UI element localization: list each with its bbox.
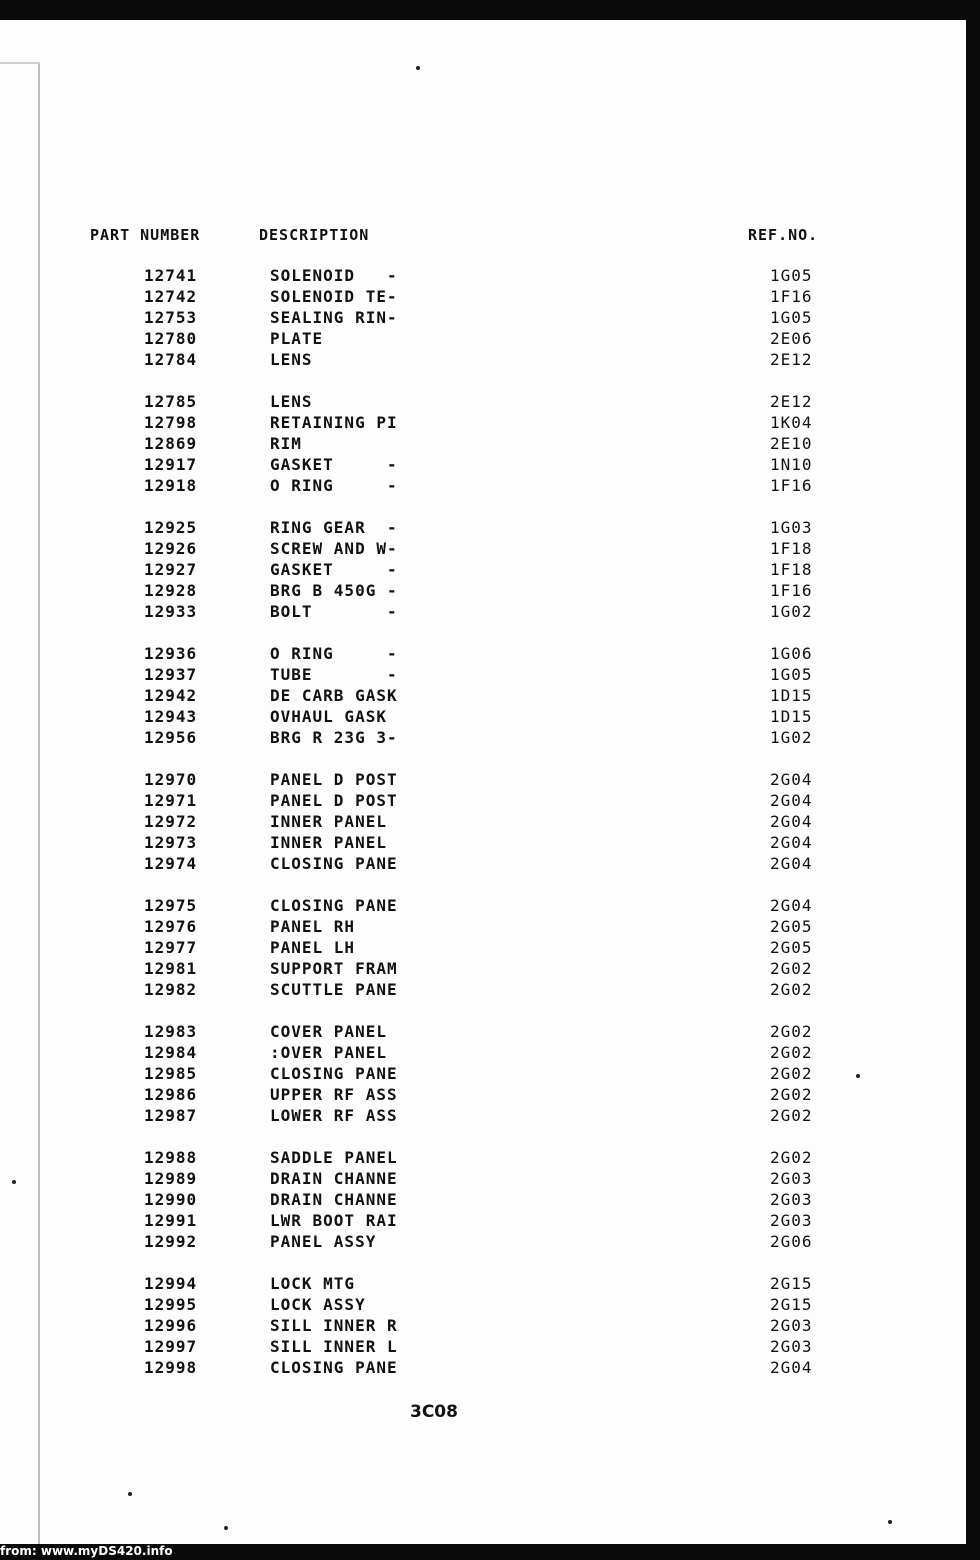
part-number-cell: 12917 [144, 455, 198, 474]
ref-no-cell: 1D15 [770, 686, 813, 705]
description-cell: SEALING RIN- [270, 308, 398, 327]
description-cell: GASKET - [270, 560, 398, 579]
ref-no-cell: 1G02 [770, 602, 813, 621]
description-cell: PLATE [270, 329, 324, 348]
description-cell: SCUTTLE PANE [270, 980, 398, 999]
part-number-cell: 12975 [144, 896, 198, 915]
table-row [0, 938, 966, 959]
table-row [0, 1085, 966, 1106]
margin-tab [0, 62, 40, 64]
description-cell: GASKET - [270, 455, 398, 474]
part-number-cell: 12985 [144, 1064, 198, 1083]
ref-no-cell: 2G03 [770, 1316, 813, 1335]
description-cell: SOLENOID TE- [270, 287, 398, 306]
part-number-cell: 12936 [144, 644, 198, 663]
table-row [0, 539, 966, 560]
description-cell: TUBE - [270, 665, 398, 684]
scan-border-right [966, 0, 980, 1560]
part-number-cell: 12798 [144, 413, 198, 432]
table-row [0, 1043, 966, 1064]
table-row [0, 1274, 966, 1295]
table-row [0, 644, 966, 665]
ref-no-cell: 2G04 [770, 1358, 813, 1377]
ref-no-cell: 1G05 [770, 665, 813, 684]
ref-no-cell: 2G03 [770, 1190, 813, 1209]
table-row [0, 1106, 966, 1127]
table-row [0, 686, 966, 707]
ref-no-cell: 2G02 [770, 980, 813, 999]
ref-no-cell: 2G15 [770, 1295, 813, 1314]
description-cell: COVER PANEL [270, 1022, 387, 1041]
table-row [0, 392, 966, 413]
part-number-cell: 12998 [144, 1358, 198, 1377]
description-cell: BOLT - [270, 602, 398, 621]
description-cell: OVHAUL GASK [270, 707, 387, 726]
part-number-cell: 12780 [144, 329, 198, 348]
parts-group [0, 896, 966, 1001]
ref-no-cell: 1N10 [770, 455, 813, 474]
table-row [0, 1295, 966, 1316]
table-row [0, 1358, 966, 1379]
part-number-cell: 12933 [144, 602, 198, 621]
parts-group [0, 770, 966, 875]
part-number-cell: 12973 [144, 833, 198, 852]
part-number-cell: 12785 [144, 392, 198, 411]
part-number-cell: 12942 [144, 686, 198, 705]
part-number-cell: 12983 [144, 1022, 198, 1041]
description-cell: LOWER RF ASS [270, 1106, 398, 1125]
description-cell: BRG R 23G 3- [270, 728, 398, 747]
ref-no-cell: 2G02 [770, 1043, 813, 1062]
part-number-cell: 12937 [144, 665, 198, 684]
part-number-cell: 12994 [144, 1274, 198, 1293]
ref-no-cell: 2G02 [770, 1106, 813, 1125]
description-cell: CLOSING PANE [270, 1358, 398, 1377]
table-row [0, 812, 966, 833]
part-number-cell: 12928 [144, 581, 198, 600]
description-cell: CLOSING PANE [270, 854, 398, 873]
source-watermark: from: www.myDS420.info [0, 1544, 173, 1558]
ref-no-cell: 1F16 [770, 581, 813, 600]
description-cell: PANEL D POST [270, 770, 398, 789]
description-cell: PANEL LH [270, 938, 356, 957]
table-row [0, 1232, 966, 1253]
table-row [0, 1190, 966, 1211]
ref-no-cell: 2G15 [770, 1274, 813, 1293]
description-cell: INNER PANEL [270, 812, 387, 831]
part-number-cell: 12918 [144, 476, 198, 495]
scan-speck [856, 1074, 860, 1078]
part-number-cell: 12981 [144, 959, 198, 978]
scan-border-bottom [0, 1544, 980, 1560]
header-part-number: PART NUMBER [90, 226, 201, 244]
ref-no-cell: 1G06 [770, 644, 813, 663]
table-row [0, 728, 966, 749]
description-cell: DE CARB GASK [270, 686, 398, 705]
ref-no-cell: 2G05 [770, 938, 813, 957]
description-cell: CLOSING PANE [270, 896, 398, 915]
table-row [0, 1169, 966, 1190]
part-number-cell: 12987 [144, 1106, 198, 1125]
description-cell: LENS [270, 350, 313, 369]
ref-no-cell: 2G04 [770, 896, 813, 915]
part-number-cell: 12956 [144, 728, 198, 747]
ref-no-cell: 2G03 [770, 1211, 813, 1230]
part-number-cell: 12997 [144, 1337, 198, 1356]
table-row [0, 791, 966, 812]
header-ref-no: REF.NO. [748, 226, 819, 244]
table-row [0, 959, 966, 980]
description-cell: SUPPORT FRAM [270, 959, 398, 978]
table-row [0, 350, 966, 371]
description-cell: RIM [270, 434, 302, 453]
part-number-cell: 12869 [144, 434, 198, 453]
description-cell: PANEL RH [270, 917, 356, 936]
table-row [0, 602, 966, 623]
ref-no-cell: 1G03 [770, 518, 813, 537]
header-description: DESCRIPTION [259, 226, 370, 244]
table-row [0, 266, 966, 287]
table-row [0, 917, 966, 938]
part-number-cell: 12971 [144, 791, 198, 810]
table-row [0, 833, 966, 854]
description-cell: INNER PANEL [270, 833, 387, 852]
ref-no-cell: 2G05 [770, 917, 813, 936]
table-row [0, 455, 966, 476]
part-number-cell: 12741 [144, 266, 198, 285]
description-cell: PANEL ASSY [270, 1232, 377, 1251]
ref-no-cell: 1F16 [770, 287, 813, 306]
table-row [0, 770, 966, 791]
parts-group [0, 1274, 966, 1379]
description-cell: SILL INNER R [270, 1316, 398, 1335]
part-number-cell: 12753 [144, 308, 198, 327]
ref-no-cell: 2E10 [770, 434, 813, 453]
scan-speck [888, 1520, 892, 1524]
table-row [0, 413, 966, 434]
ref-no-cell: 2G04 [770, 833, 813, 852]
ref-no-cell: 2G04 [770, 791, 813, 810]
part-number-cell: 12972 [144, 812, 198, 831]
part-number-cell: 12925 [144, 518, 198, 537]
ref-no-cell: 2G02 [770, 1085, 813, 1104]
description-cell: CLOSING PANE [270, 1064, 398, 1083]
part-number-cell: 12991 [144, 1211, 198, 1230]
table-row [0, 329, 966, 350]
table-row [0, 287, 966, 308]
description-cell: SILL INNER L [270, 1337, 398, 1356]
table-row [0, 434, 966, 455]
part-number-cell: 12974 [144, 854, 198, 873]
ref-no-cell: 1G05 [770, 266, 813, 285]
table-row [0, 560, 966, 581]
ref-no-cell: 2G03 [770, 1169, 813, 1188]
table-row [0, 1022, 966, 1043]
table-row [0, 707, 966, 728]
page-code: 3C08 [410, 1402, 458, 1422]
parts-group [0, 1022, 966, 1127]
table-row [0, 665, 966, 686]
part-number-cell: 12943 [144, 707, 198, 726]
ref-no-cell: 2G02 [770, 959, 813, 978]
description-cell: DRAIN CHANNE [270, 1169, 398, 1188]
part-number-cell: 12984 [144, 1043, 198, 1062]
table-row [0, 518, 966, 539]
ref-no-cell: 1K04 [770, 413, 813, 432]
part-number-cell: 12990 [144, 1190, 198, 1209]
parts-group [0, 1148, 966, 1253]
description-cell: SCREW AND W- [270, 539, 398, 558]
scan-border-top [0, 0, 980, 20]
description-cell: O RING - [270, 476, 398, 495]
part-number-cell: 12926 [144, 539, 198, 558]
part-number-cell: 12927 [144, 560, 198, 579]
description-cell: LENS [270, 392, 313, 411]
column-headers [0, 226, 966, 248]
description-cell: LOCK ASSY [270, 1295, 366, 1314]
part-number-cell: 12784 [144, 350, 198, 369]
table-row [0, 308, 966, 329]
parts-table [0, 266, 966, 1400]
parts-group [0, 392, 966, 497]
scan-speck [416, 66, 420, 70]
part-number-cell: 12970 [144, 770, 198, 789]
description-cell: LWR BOOT RAI [270, 1211, 398, 1230]
ref-no-cell: 2G02 [770, 1148, 813, 1167]
part-number-cell: 12742 [144, 287, 198, 306]
table-row [0, 1211, 966, 1232]
scan-speck [128, 1492, 132, 1496]
description-cell: SADDLE PANEL [270, 1148, 398, 1167]
part-number-cell: 12976 [144, 917, 198, 936]
ref-no-cell: 1G02 [770, 728, 813, 747]
description-cell: LOCK MTG [270, 1274, 356, 1293]
description-cell: RETAINING PI [270, 413, 398, 432]
ref-no-cell: 2G04 [770, 854, 813, 873]
ref-no-cell: 1D15 [770, 707, 813, 726]
table-row [0, 854, 966, 875]
ref-no-cell: 2E12 [770, 392, 813, 411]
ref-no-cell: 1G05 [770, 308, 813, 327]
table-row [0, 896, 966, 917]
parts-group [0, 644, 966, 749]
description-cell: DRAIN CHANNE [270, 1190, 398, 1209]
table-row [0, 1148, 966, 1169]
scan-speck [224, 1526, 228, 1530]
ref-no-cell: 1F18 [770, 539, 813, 558]
table-row [0, 581, 966, 602]
table-row [0, 1337, 966, 1358]
part-number-cell: 12988 [144, 1148, 198, 1167]
ref-no-cell: 2G04 [770, 812, 813, 831]
ref-no-cell: 2G03 [770, 1337, 813, 1356]
part-number-cell: 12986 [144, 1085, 198, 1104]
description-cell: PANEL D POST [270, 791, 398, 810]
description-cell: SOLENOID - [270, 266, 398, 285]
ref-no-cell: 2E12 [770, 350, 813, 369]
part-number-cell: 12982 [144, 980, 198, 999]
parts-group [0, 518, 966, 623]
description-cell: O RING - [270, 644, 398, 663]
table-row [0, 1064, 966, 1085]
document-page [0, 20, 966, 1544]
ref-no-cell: 2G04 [770, 770, 813, 789]
description-cell: UPPER RF ASS [270, 1085, 398, 1104]
ref-no-cell: 2G02 [770, 1022, 813, 1041]
part-number-cell: 12995 [144, 1295, 198, 1314]
scan-speck [12, 1180, 16, 1184]
part-number-cell: 12996 [144, 1316, 198, 1335]
description-cell: BRG B 450G - [270, 581, 398, 600]
ref-no-cell: 2G02 [770, 1064, 813, 1083]
part-number-cell: 12992 [144, 1232, 198, 1251]
description-cell: RING GEAR - [270, 518, 398, 537]
ref-no-cell: 1F18 [770, 560, 813, 579]
parts-group [0, 266, 966, 371]
ref-no-cell: 2E06 [770, 329, 813, 348]
table-row [0, 980, 966, 1001]
ref-no-cell: 1F16 [770, 476, 813, 495]
table-row [0, 1316, 966, 1337]
part-number-cell: 12977 [144, 938, 198, 957]
part-number-cell: 12989 [144, 1169, 198, 1188]
table-row [0, 476, 966, 497]
ref-no-cell: 2G06 [770, 1232, 813, 1251]
description-cell: :OVER PANEL [270, 1043, 387, 1062]
